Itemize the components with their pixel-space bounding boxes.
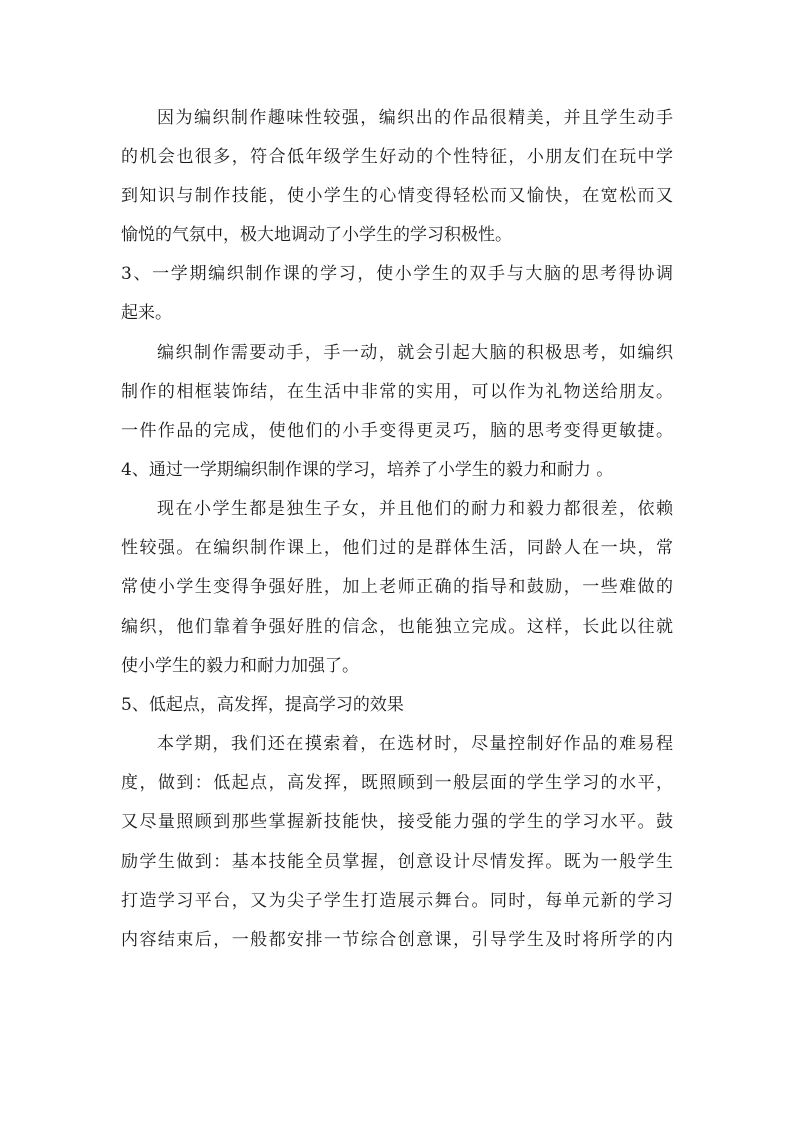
section-heading-5: 5、低起点，高发挥，提高学习的效果: [121, 695, 404, 715]
paragraph-line: 的机会也很多，符合低年级学生好动的个性特征，小朋友们在玩中学: [121, 147, 673, 167]
section-heading-3-continued: 起来。: [121, 303, 172, 323]
section-heading-3: 3、一学期编织制作课的学习，使小学生的双手与大脑的思考得协调: [121, 264, 673, 284]
paragraph-line: 使小学生的毅力和耐力加强了。: [121, 656, 359, 676]
section-heading-4: 4、通过一学期编织制作课的学习，培养了小学生的毅力和耐力 。: [121, 460, 614, 480]
paragraph-line: 常使小学生变得争强好胜，加上老师正确的指导和鼓励，一些难做的: [121, 577, 673, 597]
paragraph-line: 又尽量照顾到那些掌握新技能快，接受能力强的学生的学习水平。鼓: [121, 812, 673, 832]
paragraph-line: 励学生做到：基本技能全员掌握，创意设计尽情发挥。既为一般学生: [121, 852, 673, 872]
paragraph-line: 现在小学生都是独生子女，并且他们的耐力和毅力都很差，依赖: [157, 499, 673, 519]
paragraph-line: 制作的相框装饰结，在生活中非常的实用，可以作为礼物送给朋友。: [121, 382, 673, 402]
paragraph-line: 愉悦的气氛中，极大地调动了小学生的学习积极性。: [121, 225, 512, 245]
paragraph-line: 一件作品的完成，使他们的小手变得更灵巧，脑的思考变得更敏捷。: [121, 421, 673, 441]
paragraph-line: 性较强。在编织制作课上，他们过的是群体生活，同龄人在一块，常: [121, 538, 673, 558]
paragraph-line: 打造学习平台，又为尖子学生打造展示舞台。同时，每单元新的学习: [121, 891, 673, 911]
paragraph-line: 编织制作需要动手，手一动，就会引起大脑的积极思考，如编织: [157, 343, 673, 363]
paragraph-line: 编织，他们靠着争强好胜的信念，也能独立完成。这样，长此以往就: [121, 617, 673, 637]
paragraph-line: 内容结束后，一般都安排一节综合创意课，引导学生及时将所学的内: [121, 930, 673, 950]
paragraph-line: 本学期，我们还在摸索着，在选材时，尽量控制好作品的难易程: [157, 734, 673, 754]
paragraph-line: 度，做到：低起点，高发挥，既照顾到一般层面的学生学习的水平，: [121, 773, 673, 793]
paragraph-line: 因为编织制作趣味性较强，编织出的作品很精美，并且学生动手: [157, 108, 673, 128]
paragraph-line: 到知识与制作技能，使小学生的心情变得轻松而又愉快，在宽松而又: [121, 186, 673, 206]
